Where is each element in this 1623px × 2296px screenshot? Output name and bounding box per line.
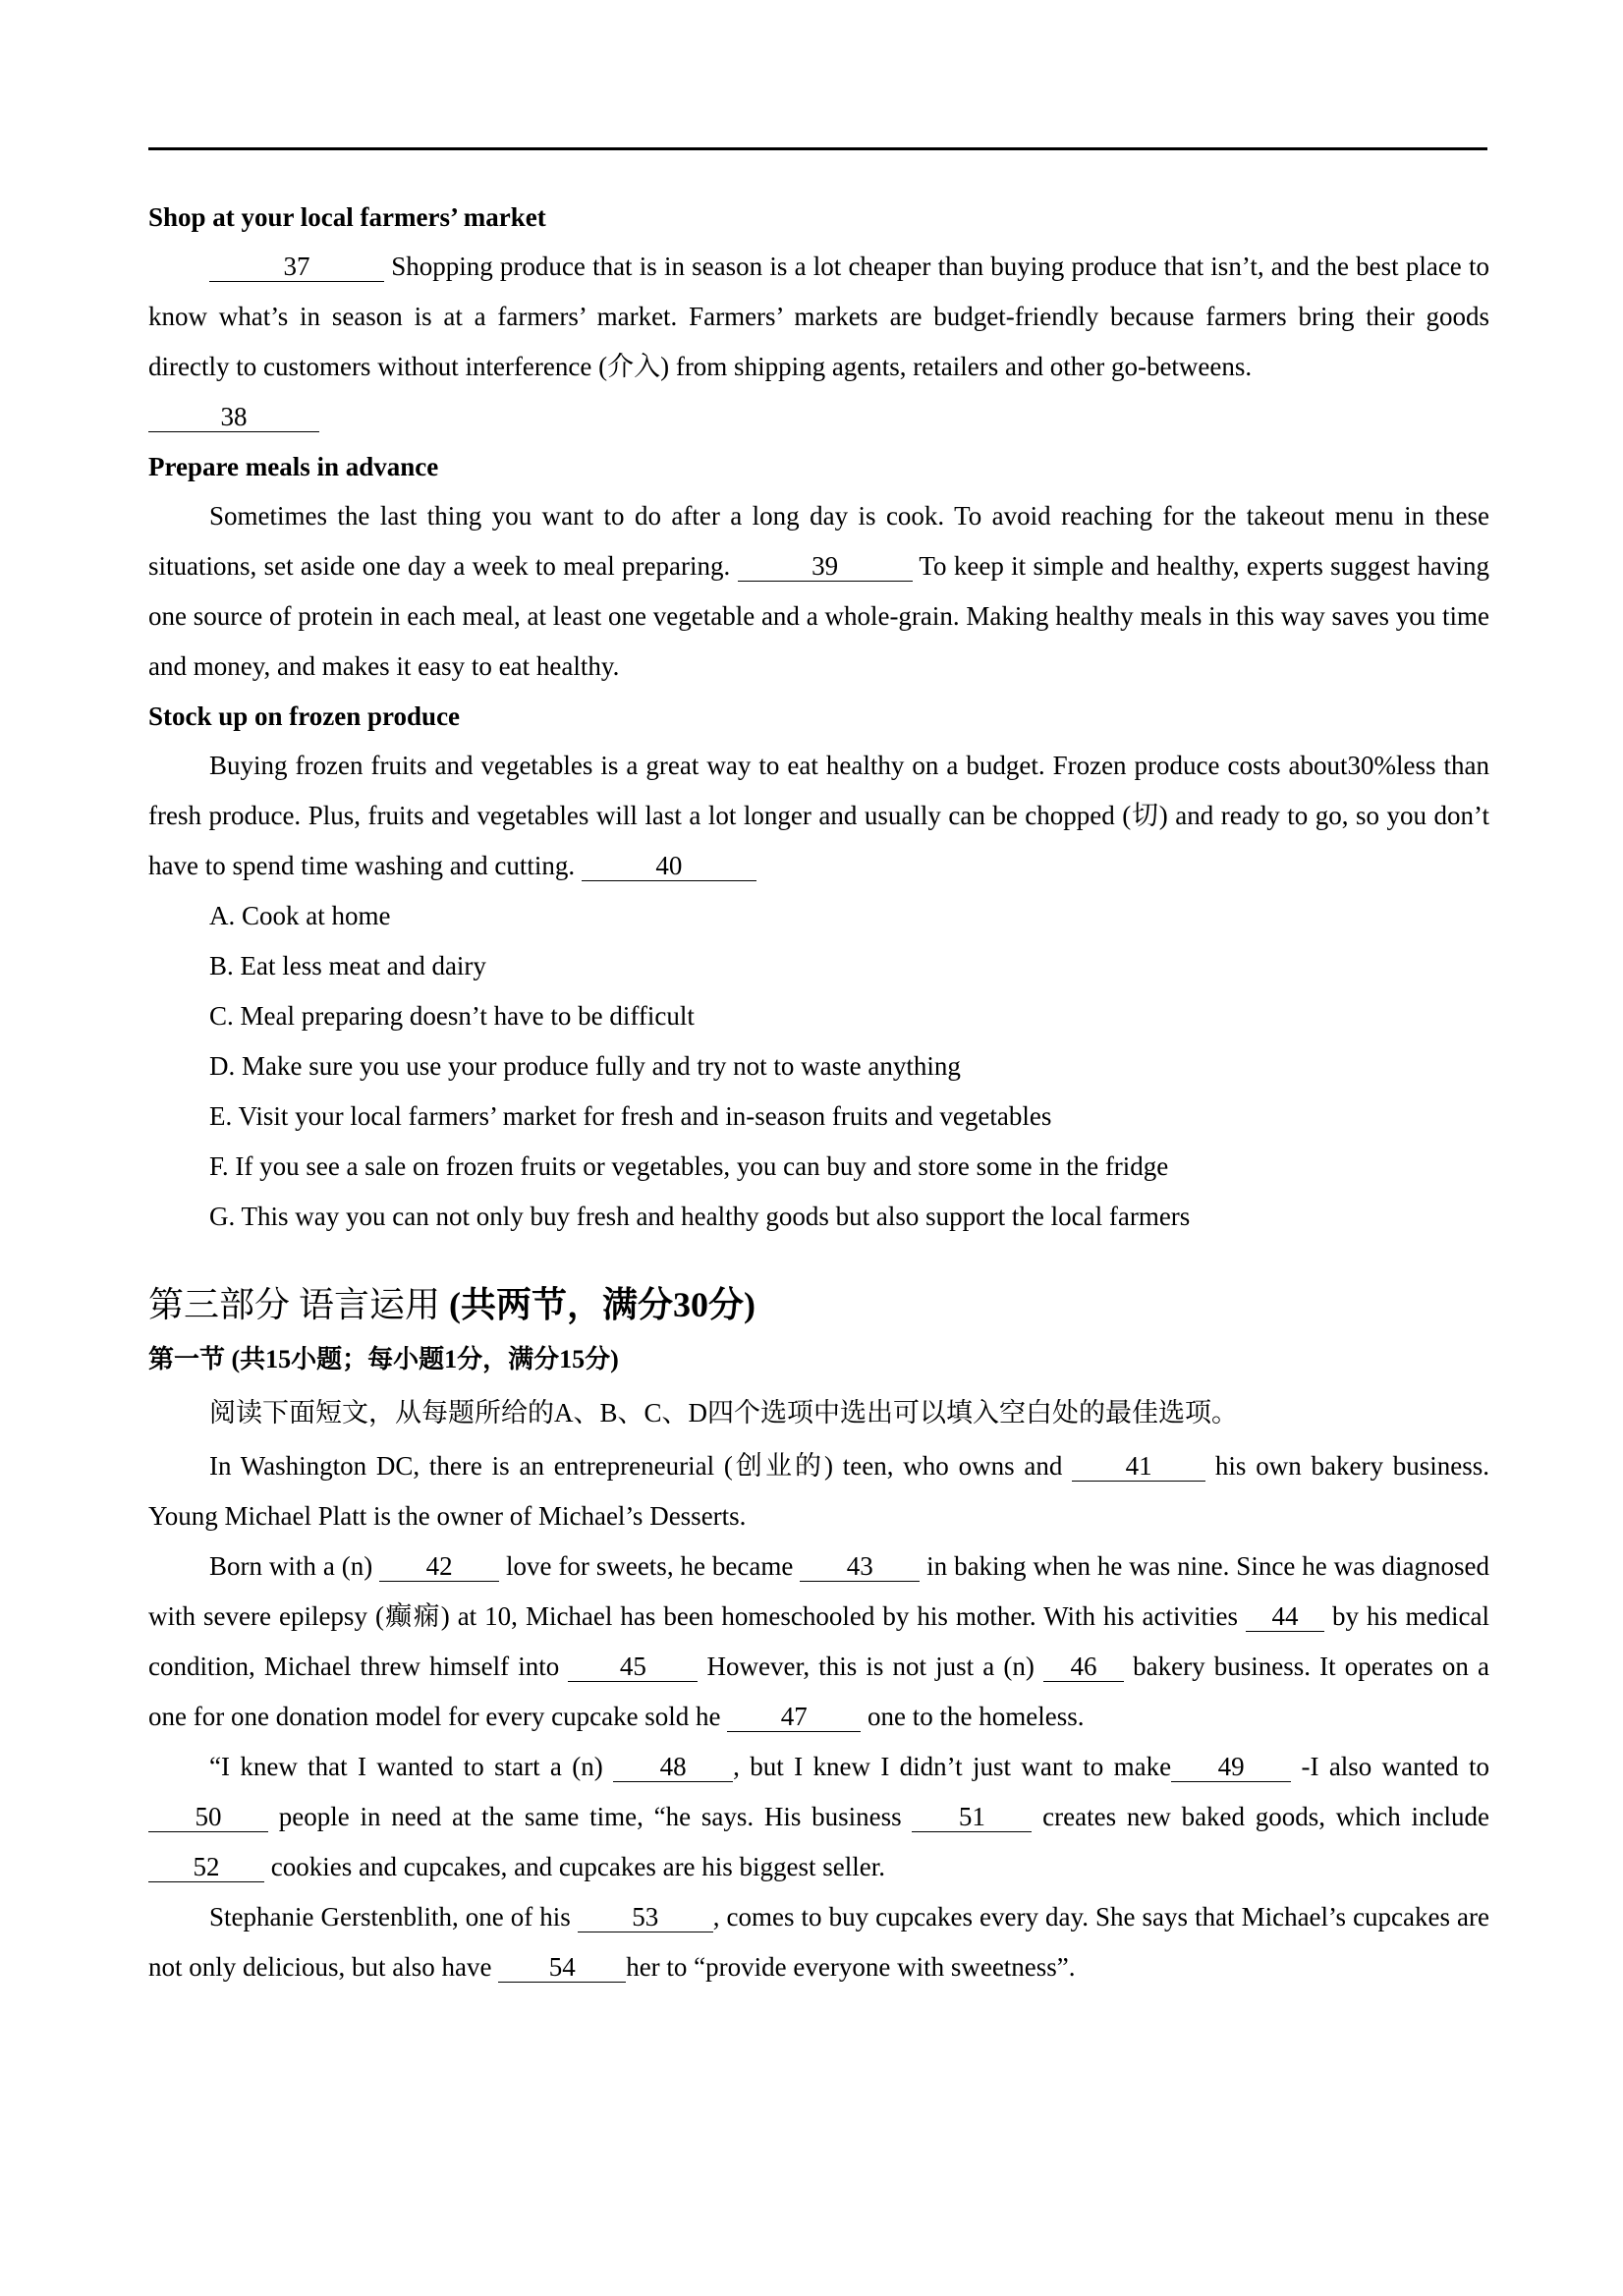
- cloze-text: “I knew that I wanted to start a (n): [209, 1752, 614, 1781]
- blank-38[interactable]: 38: [148, 402, 319, 432]
- blank-48[interactable]: 48: [613, 1752, 733, 1782]
- paragraph-prepare-text-1: Sometimes the last thing you want to do after a long day is cook. To avoid reaching for the takeout menu in these situations, set aside one day a week to meal preparing.: [148, 501, 1489, 581]
- answer-options: [148, 891, 1489, 1242]
- option-f[interactable]: F. If you see a sale on frozen fruits or vegetables, you can buy and store some in the fridge: [209, 1151, 1169, 1181]
- part-three-title: [148, 1275, 1489, 1334]
- blank-52[interactable]: 52: [148, 1852, 264, 1882]
- part-three-title-score: (共两节，满分30分): [449, 1285, 756, 1324]
- cloze-text: by his medical condition, Michael threw himself into: [148, 1601, 1489, 1681]
- blank-40[interactable]: 40: [582, 851, 756, 881]
- paragraph-shop-text: Shopping produce that is in season is a lot cheaper than buying produce that isn’t, and the best place to know what’s in season is at a farmers’ market. Farmers’ markets are budget-friendly because farmers bring their goods directly to customers without interference (介入) from shipping agents, retailers and other go-betweens.: [148, 252, 1489, 381]
- blank-41[interactable]: 41: [1072, 1451, 1205, 1482]
- cloze-text: In Washington DC, there is an entrepreneurial (创业的) teen, who owns and: [209, 1451, 1073, 1481]
- blank-37[interactable]: 37: [209, 252, 384, 282]
- blank-line-38: [148, 392, 1489, 442]
- blank-51[interactable]: 51: [912, 1802, 1032, 1832]
- part-three-title-text: 第三部分 语言运用: [148, 1285, 450, 1324]
- section-heading-frozen: Stock up on frozen produce: [148, 701, 461, 731]
- page-content: [148, 193, 1489, 1992]
- blank-43[interactable]: 43: [800, 1551, 920, 1582]
- paragraph-frozen-text: Buying frozen fruits and vegetables is a great way to eat healthy on a budget. Frozen produce costs about30%less than fresh produce. Plus, fruits and vegetables will last a lot longer and usually can be chopped (切) and ready to go, so you don’t have to spend time washing and cutting.: [148, 751, 1489, 880]
- section-one-title: 第一节 (共15小题；每小题1分，满分15分): [148, 1345, 619, 1373]
- blank-45[interactable]: 45: [568, 1652, 698, 1682]
- cloze-paragraph-1: [148, 1441, 1489, 1541]
- paragraph-shop: [148, 242, 1489, 392]
- cloze-paragraph-4: [148, 1892, 1489, 1992]
- cloze-text: Stephanie Gerstenblith, one of his: [209, 1902, 578, 1932]
- section-heading-prepare: Prepare meals in advance: [148, 452, 439, 481]
- option-d[interactable]: D. Make sure you use your produce fully and try not to waste anything: [209, 1051, 961, 1081]
- cloze-text: people in need at the same time, “he says. His business: [268, 1802, 913, 1831]
- cloze-text: , comes to buy cupcakes every day. She says that Michael’s cupcakes are not only delicious, but also have: [148, 1902, 1489, 1982]
- cloze-text: Born with a (n): [209, 1551, 380, 1581]
- paragraph-prepare-text-2: To keep it simple and healthy, experts suggest having one source of protein in each meal, at least one vegetable and a whole-grain. Making healthy meals in this way saves you time and money, and makes it easy to eat healthy.: [148, 551, 1489, 681]
- paragraph-prepare: [148, 491, 1489, 692]
- cloze-paragraph-3: [148, 1742, 1489, 1892]
- blank-39[interactable]: 39: [738, 551, 913, 582]
- blank-49[interactable]: 49: [1171, 1752, 1291, 1782]
- cloze-text: , but I knew I didn’t just want to make: [733, 1752, 1172, 1781]
- cloze-text: bakery business. It operates on a one for one donation model for every cupcake sold he: [148, 1652, 1489, 1731]
- cloze-text: in baking when he was nine. Since he was diagnosed with severe epilepsy (癫痫) at 10, Michael has been homeschooled by his mother. With his activities: [148, 1551, 1489, 1631]
- section-heading-shop: Shop at your local farmers’ market: [148, 202, 546, 232]
- option-c[interactable]: C. Meal preparing doesn’t have to be difficult: [209, 1001, 695, 1031]
- blank-47[interactable]: 47: [727, 1702, 861, 1732]
- header-rule: [148, 147, 1487, 150]
- cloze-text: However, this is not just a (n): [698, 1652, 1044, 1681]
- cloze-text: her to “provide everyone with sweetness”.: [626, 1952, 1076, 1982]
- blank-46[interactable]: 46: [1043, 1652, 1124, 1682]
- option-e[interactable]: E. Visit your local farmers’ market for fresh and in-season fruits and vegetables: [209, 1101, 1052, 1131]
- option-g[interactable]: G. This way you can not only buy fresh and healthy goods but also support the local farmers: [209, 1202, 1191, 1231]
- blank-53[interactable]: 53: [578, 1902, 713, 1932]
- blank-42[interactable]: 42: [379, 1551, 499, 1582]
- cloze-paragraph-2: [148, 1541, 1489, 1742]
- cloze-text: one to the homeless.: [861, 1702, 1085, 1731]
- cloze-text: love for sweets, he became: [499, 1551, 801, 1581]
- option-a[interactable]: A. Cook at home: [209, 901, 391, 930]
- cloze-text: creates new baked goods, which include: [1032, 1802, 1489, 1831]
- cloze-passage: [148, 1441, 1489, 1992]
- cloze-text: cookies and cupcakes, and cupcakes are his biggest seller.: [264, 1852, 886, 1881]
- cloze-text: -I also wanted to: [1291, 1752, 1490, 1781]
- paragraph-frozen: [148, 741, 1489, 891]
- option-b[interactable]: B. Eat less meat and dairy: [209, 951, 486, 980]
- cloze-text: his own bakery business. Young Michael Platt is the owner of Michael’s Desserts.: [148, 1451, 1489, 1531]
- section-instruction: 阅读下面短文，从每题所给的A、B、C、D四个选项中选出可以填入空白处的最佳选项。: [209, 1398, 1239, 1428]
- blank-54[interactable]: 54: [498, 1952, 626, 1983]
- blank-44[interactable]: 44: [1246, 1601, 1324, 1632]
- blank-50[interactable]: 50: [148, 1802, 268, 1832]
